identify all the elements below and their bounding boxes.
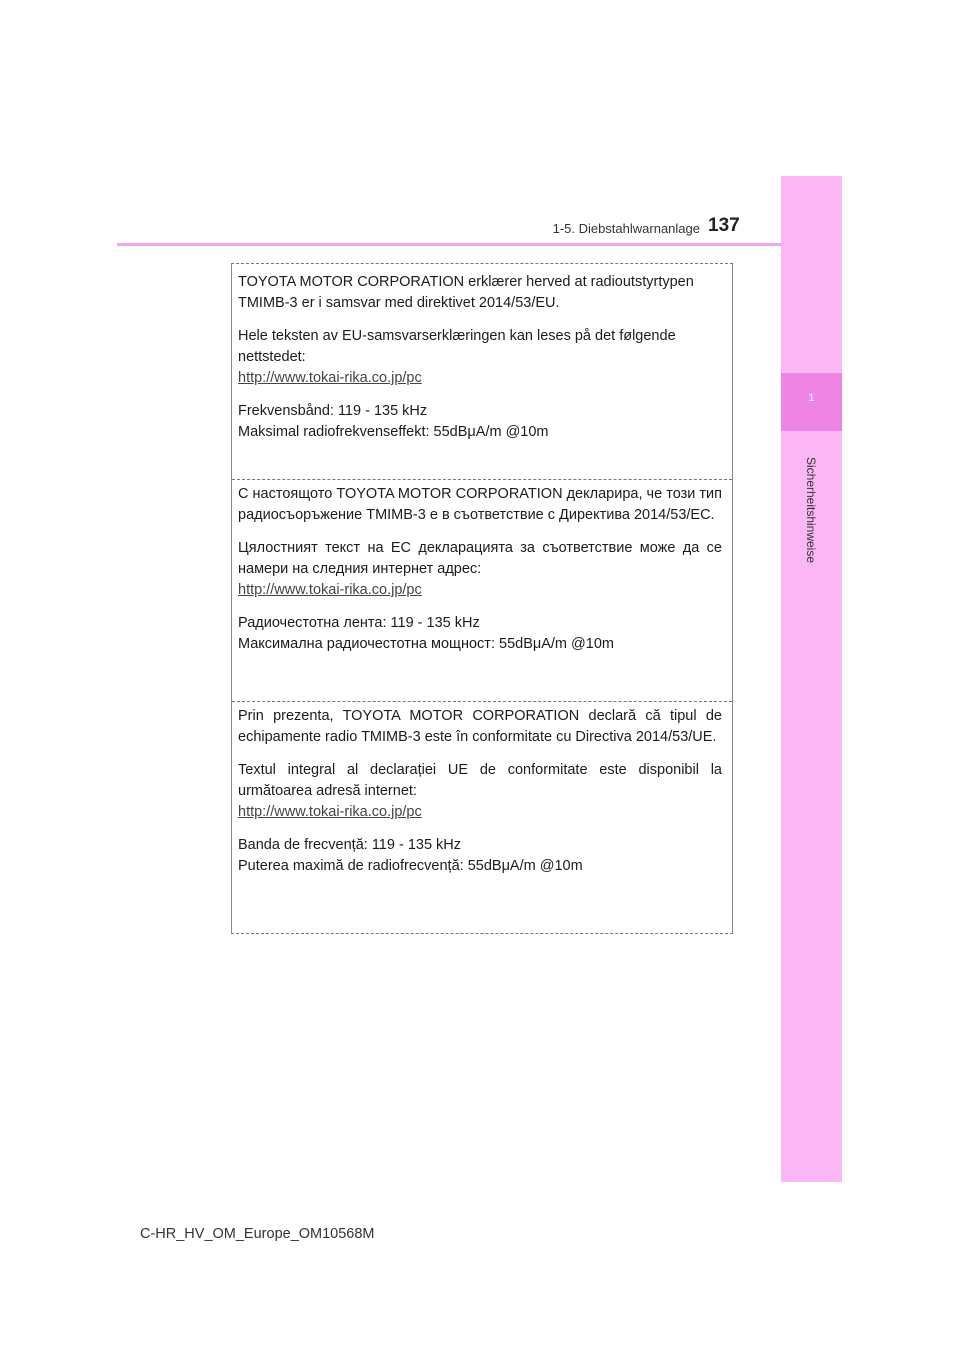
declaration-bulgarian <box>232 479 732 667</box>
full-text-notice: Цялостният текст на ЕС декларацията за съответствие може да се намери на следния интернет адрес: <box>238 540 722 577</box>
document-id: C-HR_HV_OM_Europe_OM10568M <box>140 1226 375 1242</box>
declaration-text: TOYOTA MOTOR CORPORATION erklærer herved at radioutstyrtypen TMIMB-3 er i samsvar med direktivet 2014/53/EU. <box>238 274 694 311</box>
declaration-text: Prin prezenta, TOYOTA MOTOR CORPORATION declară că tipul de echipamente radio TMIMB-3 este în conformitate cu Directiva 2014/53/UE. <box>238 708 722 745</box>
declaration-box <box>231 263 733 934</box>
declaration-link[interactable]: http://www.tokai-rika.co.jp/pc <box>238 370 422 386</box>
max-power: Puterea maximă de radiofrecvență: 55dBμA/m @10m <box>238 858 583 874</box>
chapter-label: Sicherheitshinweise <box>804 456 818 564</box>
frequency-band: Frekvensbånd: 119 - 135 kHz <box>238 403 428 419</box>
header-divider <box>117 243 781 246</box>
page-number: 137 <box>708 215 740 236</box>
frequency-band: Banda de frecvență: 119 - 135 kHz <box>238 837 462 853</box>
chapter-side-tab <box>781 176 842 1182</box>
max-power: Максимална радиочестотна мощност: 55dBμA/m @10m <box>238 636 614 652</box>
declaration-norwegian <box>238 272 722 455</box>
full-text-notice: Textul integral al declarației UE de conformitate este disponibil la următoarea adresă internet: <box>238 762 722 799</box>
chapter-number: 1 <box>808 392 815 404</box>
declaration-text: С настоящото TOYOTA MOTOR CORPORATION декларира, че този тип радиосъоръжение TMIMB-3 е в съответствие с Директива 2014/53/ЕС. <box>238 486 722 523</box>
declaration-link[interactable]: http://www.tokai-rika.co.jp/pc <box>238 582 422 598</box>
frequency-band: Радиочестотна лента: 119 - 135 kHz <box>238 615 480 631</box>
declaration-link[interactable]: http://www.tokai-rika.co.jp/pc <box>238 804 422 820</box>
max-power: Maksimal radiofrekvenseffekt: 55dBμA/m @10m <box>238 424 549 440</box>
full-text-notice: Hele teksten av EU-samsvarserklæringen kan leses på det følgende nettstedet: <box>238 328 676 365</box>
declaration-romanian <box>232 701 732 889</box>
section-title: 1-5. Diebstahlwarnanlage <box>552 221 700 236</box>
